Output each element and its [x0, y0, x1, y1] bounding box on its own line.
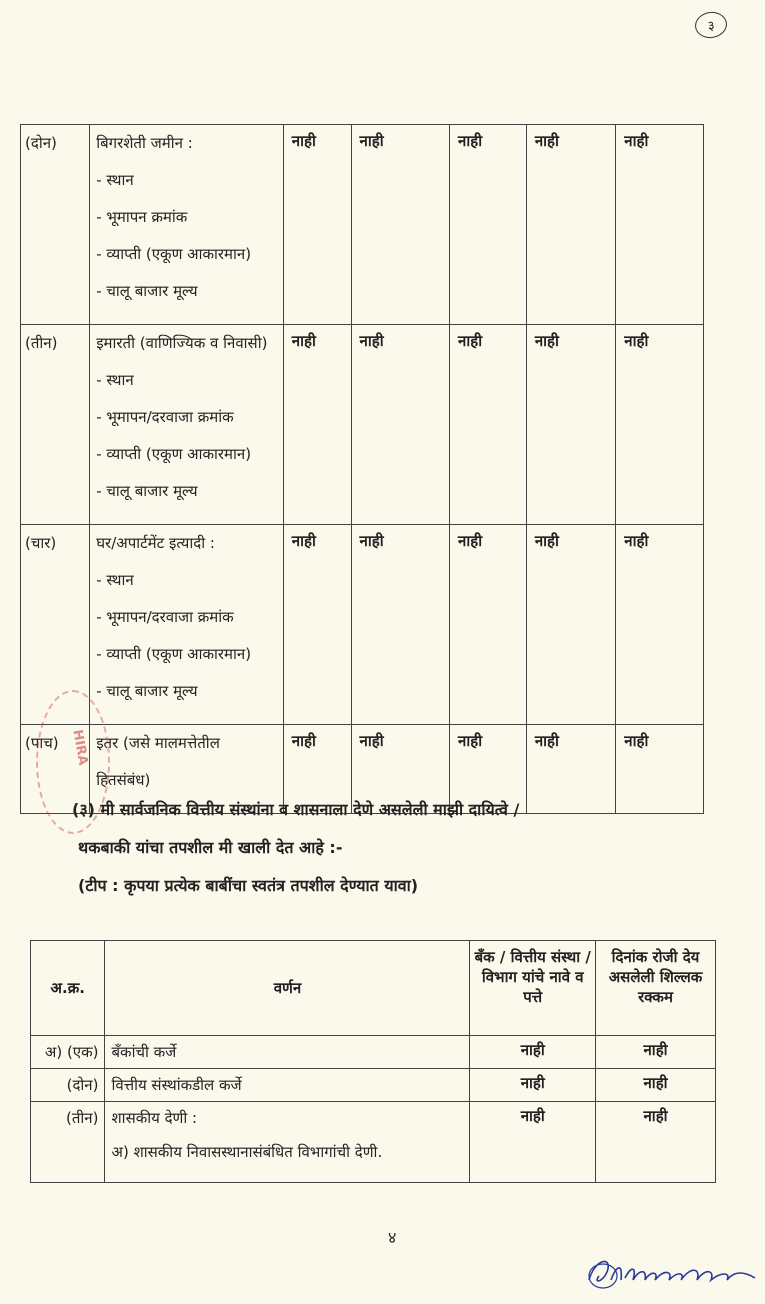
value-cell: नाही	[283, 125, 351, 325]
value-cell: नाही	[351, 125, 450, 325]
row-line: - भूमापन/दरवाजा क्रमांक	[96, 608, 234, 626]
page-number: ४	[388, 1228, 397, 1247]
row-index: अ) (एक)	[31, 1036, 105, 1069]
row-title: इमारती (वाणिज्यिक व निवासी)	[96, 334, 268, 352]
section3-line2: थकबाकी यांचा तपशील मी खाली देत आहे :-	[78, 838, 343, 857]
value-cell: नाही	[526, 525, 615, 725]
row-description	[90, 125, 284, 325]
row-description	[105, 1102, 470, 1183]
value-cell: नाही	[351, 325, 450, 525]
amount-cell: नाही	[596, 1069, 716, 1102]
table-header-row	[31, 941, 716, 1036]
value-cell: नाही	[450, 525, 527, 725]
row-line: - चालू बाजार मूल्य	[96, 282, 198, 300]
value-cell: नाही	[616, 725, 704, 814]
row-description: वित्तीय संस्थांकडील कर्जे	[105, 1069, 470, 1102]
row-index: (तीन)	[31, 1102, 105, 1183]
row-line: - व्याप्ती (एकूण आकारमान)	[96, 645, 252, 663]
row-line: - व्याप्ती (एकूण आकारमान)	[96, 245, 252, 263]
row-title: शासकीय देणी :	[111, 1109, 198, 1127]
row-index: (पाच)	[21, 725, 90, 814]
row-line: - भूमापन क्रमांक	[96, 208, 188, 226]
table-row	[21, 525, 704, 725]
value-cell: नाही	[351, 725, 450, 814]
value-cell: नाही	[450, 125, 527, 325]
table-row	[21, 125, 704, 325]
header-amount: दिनांक रोजी देय असलेली शिल्लक रक्कम	[596, 941, 716, 1036]
row-description: बँकांची कर्जे	[105, 1036, 470, 1069]
amount-cell: नाही	[596, 1036, 716, 1069]
table-row	[31, 1069, 716, 1102]
liabilities-table	[30, 940, 716, 1183]
row-line: - स्थान	[96, 371, 134, 389]
row-title: इतर (जसे मालमत्तेतील	[96, 734, 220, 752]
amount-cell: नाही	[596, 1102, 716, 1183]
table-row	[31, 1036, 716, 1069]
page-mark-top: ३	[693, 10, 728, 40]
row-sub: अ) शासकीय निवासस्थानासंबंधित विभागांची देणी.	[111, 1143, 383, 1161]
section3-line1: (३) मी सार्वजनिक वित्तीय संस्थांना व शासनाला देणे असलेली माझी दायित्वे /	[72, 800, 520, 819]
table-row	[21, 325, 704, 525]
value-cell: नाही	[283, 325, 351, 525]
row-line: - चालू बाजार मूल्य	[96, 682, 198, 700]
bank-cell: नाही	[470, 1069, 596, 1102]
row-line: - स्थान	[96, 171, 134, 189]
value-cell: नाही	[616, 325, 704, 525]
value-cell: नाही	[450, 725, 527, 814]
header-index: अ.क्र.	[31, 941, 105, 1036]
value-cell: नाही	[351, 525, 450, 725]
header-description: वर्णन	[105, 941, 470, 1036]
row-line: - चालू बाजार मूल्य	[96, 482, 198, 500]
section3-note: (टीप : कृपया प्रत्येक बाबींचा स्वतंत्र तपशील देण्यात यावा)	[78, 876, 419, 895]
value-cell: नाही	[616, 125, 704, 325]
row-title: बिगरशेती जमीन :	[96, 134, 193, 152]
header-bank: बँक / वित्तीय संस्था / विभाग यांचे नावे व पत्ते	[470, 941, 596, 1036]
value-cell: नाही	[526, 125, 615, 325]
value-cell: नाही	[616, 525, 704, 725]
value-cell: नाही	[526, 725, 615, 814]
row-line: - स्थान	[96, 571, 134, 589]
table-row	[31, 1102, 716, 1183]
row-line: हितसंबंध)	[96, 771, 151, 789]
stamp-text: HIRA	[69, 728, 91, 767]
row-index: (दोन)	[31, 1069, 105, 1102]
row-line: - भूमापन/दरवाजा क्रमांक	[96, 408, 234, 426]
bank-cell: नाही	[470, 1036, 596, 1069]
row-title: घर/अपार्टमेंट इत्यादी :	[96, 534, 215, 552]
signature	[585, 1250, 760, 1294]
bank-cell: नाही	[470, 1102, 596, 1183]
row-description	[90, 525, 284, 725]
value-cell: नाही	[526, 325, 615, 525]
assets-table	[20, 124, 704, 814]
row-line: - व्याप्ती (एकूण आकारमान)	[96, 445, 252, 463]
value-cell: नाही	[450, 325, 527, 525]
row-description	[90, 325, 284, 525]
row-index: (तीन)	[21, 325, 90, 525]
value-cell: नाही	[283, 525, 351, 725]
value-cell: नाही	[283, 725, 351, 814]
row-index: (दोन)	[21, 125, 90, 325]
row-index: (चार)	[21, 525, 90, 725]
